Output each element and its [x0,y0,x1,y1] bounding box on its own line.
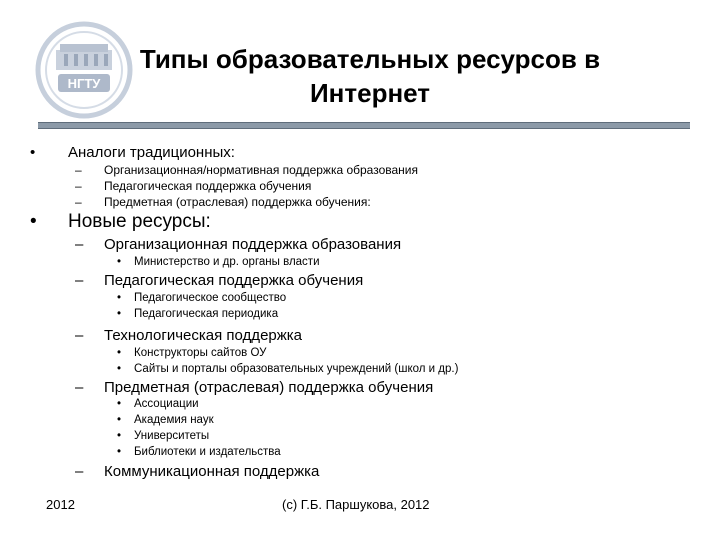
title-line-2: Интернет [309,78,431,108]
dot-bullet: • [117,256,122,268]
section1-heading: Аналоги традиционных: [68,144,235,161]
footer-year: 2012 [46,497,75,512]
group-item: Педагогическая периодика [134,308,279,320]
dot-bullet: • [117,430,122,442]
dot-bullet: • [117,398,122,410]
dash-bullet: – [75,179,82,193]
group-item: Университеты [134,430,210,442]
dot-bullet: • [117,347,122,359]
group-label: Коммуникационная поддержка [104,463,320,480]
group-label: Педагогическая поддержка обучения [104,272,364,289]
group-item: Педагогическое сообщество [134,292,287,304]
dash-bullet: – [75,163,82,177]
group-item: Министерство и др. органы власти [134,256,320,268]
dash-bullet: – [75,327,84,344]
group-item: Конструкторы сайтов ОУ [134,347,267,359]
dot-bullet: • [117,446,122,458]
section1-item: Педагогическая поддержка обучения [104,179,312,193]
section1-item: Предметная (отраслевая) поддержка обучения: [104,195,371,209]
logo-text: НГТУ [67,76,101,91]
group-item: Сайты и порталы образовательных учреждений (школ и др.) [134,363,459,375]
title-line-1: Типы образовательных ресурсов в [139,44,601,74]
dash-bullet: – [75,195,82,209]
dot-bullet: • [117,292,122,304]
dash-bullet: – [75,236,84,253]
bullet-main-2: • [30,211,37,232]
bullet-main-1: • [30,144,36,161]
group-label: Организационная поддержка образования [104,236,402,253]
group-item: Ассоциации [134,398,199,410]
section1-item: Организационная/нормативная поддержка образования [104,163,419,177]
group-item: Библиотеки и издательства [134,446,281,458]
group-label: Технологическая поддержка [104,327,303,344]
group-label: Предметная (отраслевая) поддержка обучения [104,379,434,396]
dash-bullet: – [75,379,84,396]
dot-bullet: • [117,308,122,320]
group-item: Академия наук [134,414,214,426]
section2-heading: Новые ресурсы: [68,211,211,232]
dot-bullet: • [117,363,122,375]
dash-bullet: – [75,272,84,289]
dash-bullet: – [75,463,84,480]
dot-bullet: • [117,414,122,426]
footer-copyright: (с) Г.Б. Паршукова, 2012 [282,497,430,512]
